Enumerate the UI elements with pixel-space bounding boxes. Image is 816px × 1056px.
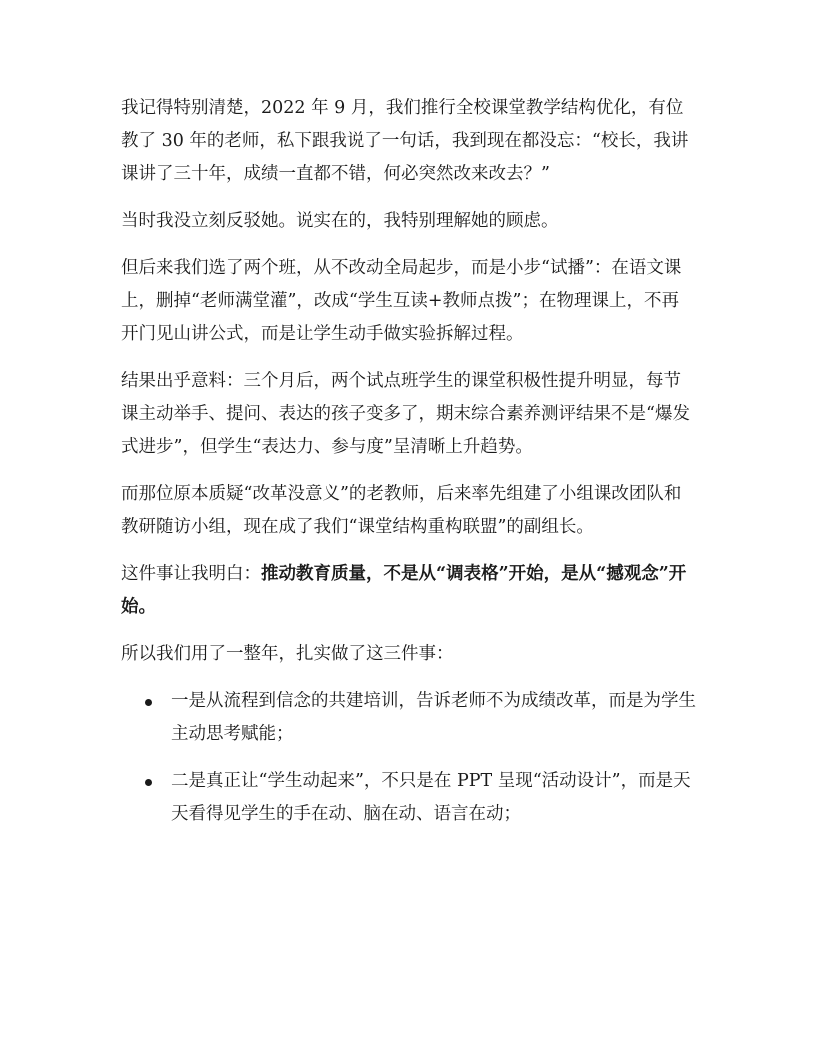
paragraph-teacher-quote: 我记得特别清楚，2022 年 9 月，我们推行全校课堂教学结构优化，有位教了 30 年的老师，私下跟我说了一句话，我到现在都没忘：“校长，我讲课讲了三十年，成绩一直都不错，何必突然改来改去？” [121,98,689,184]
list-item-text: 一是从流程到信念的共建培训，告诉老师不为成绩改革，而是为学生主动思考赋能； [171,691,696,744]
paragraph-intro: 所以我们用了一整年，扎实做了这三件事： [121,644,454,664]
three-things-list [121,685,696,831]
lesson-bold-text: 推动教育质量，不是从“调表格”开始，是从“撼观念”开始。 [121,564,687,617]
paragraph-result: 结果出乎意料：三个月后，两个试点班学生的课堂积极性提升明显，每节课主动举手、提问、表达的孩子变多了，期末综合素养测评结果不是“爆发式进步”，但学生“表达力、参与度”呈清晰上升趋势。 [121,371,690,457]
list-item [121,765,696,831]
paragraph-veteran-teacher: 而那位原本质疑“改革没意义”的老教师，后来率先组建了小组课改团队和教研随访小组，现在成了我们“课堂结构重构联盟”的副组长。 [121,484,682,537]
bullet-icon [145,779,152,786]
paragraph-lesson [121,558,696,624]
document-body [121,92,696,845]
list-item-text: 二是真正让“学生动起来”，不只是在 PPT 呈现“活动设计”，而是天天看得见学生的手在动、脑在动、语言在动； [171,771,691,824]
paragraph-pilot: 但后来我们选了两个班，从不改动全局起步，而是小步“试播”：在语文课上，删掉“老师满堂灌”，改成“学生互读+教师点拨”；在物理课上，不再开门见山讲公式，而是让学生动手做实验拆解过程。 [121,258,682,344]
list-item [121,685,696,751]
lesson-lead-text: 这件事让我明白： [121,564,261,584]
bullet-icon [145,699,152,706]
paragraph-understanding: 当时我没立刻反驳她。说实在的，我特别理解她的顾虑。 [121,211,559,231]
